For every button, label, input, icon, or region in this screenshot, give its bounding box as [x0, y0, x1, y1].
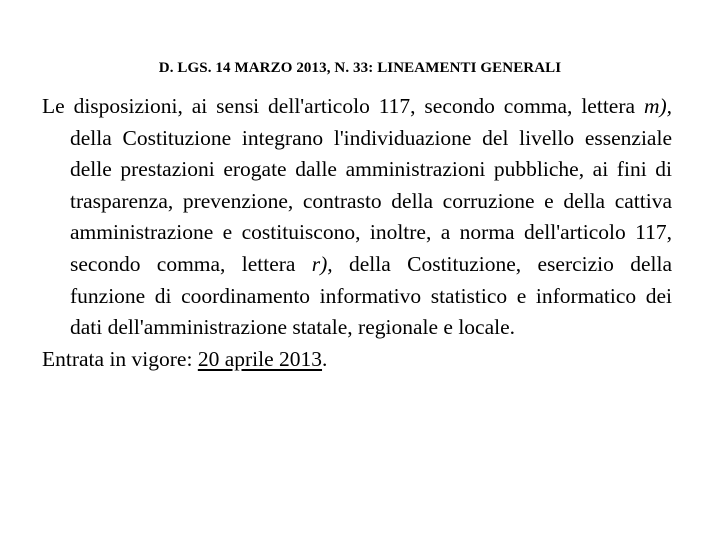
body-text	[42, 91, 672, 375]
paragraph-italic-r: r),	[311, 251, 333, 276]
slide-title: D. LGS. 14 MARZO 2013, N. 33: LINEAMENTI GENERALI	[158, 60, 562, 76]
paragraph-text-3: della Costituzione, esercizio della funzione di coordinamento informativo statistico e informatico dei dati dell'amministrazione statale, regionale e locale.	[70, 251, 672, 340]
paragraph-text-1: Le disposizioni, ai sensi dell'articolo 117, secondo comma, lettera	[42, 94, 644, 118]
effective-date: 20 aprile 2013	[197, 346, 323, 371]
provision-paragraph	[42, 91, 672, 344]
effective-label: Entrata in vigore:	[42, 346, 198, 371]
paragraph-italic-m: m),	[643, 94, 672, 118]
effective-end: .	[322, 346, 328, 371]
paragraph-text-2: della Costituzione integrano l'individuazione del livello essenziale delle prestazioni erogate dalle amministrazioni pubbliche, ai fini di trasparenza, prevenzione, contrasto della corruzione e della cattiva amministrazione e costituiscono, inoltre, a norma dell'articolo 117, secondo comma, lettera	[70, 125, 672, 276]
effective-date-line	[42, 344, 672, 376]
